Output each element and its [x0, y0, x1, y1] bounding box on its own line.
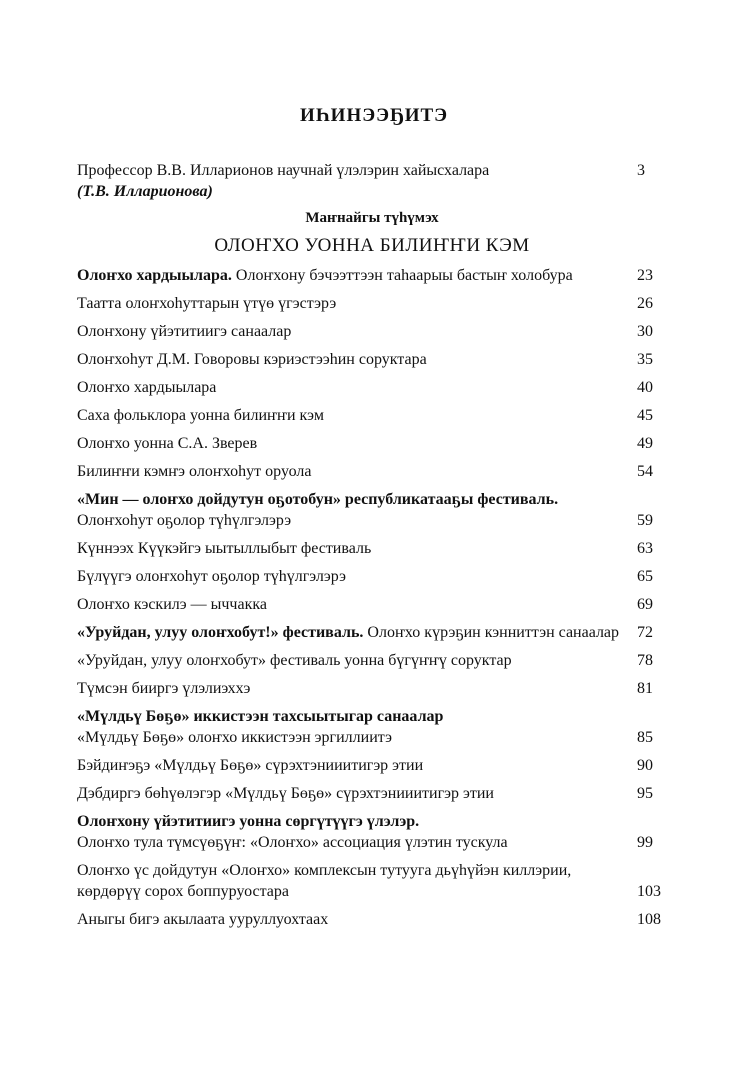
toc-entry-title: Саха фольклора уонна билиҥҥи кэм [77, 407, 324, 424]
toc-entry [77, 755, 667, 776]
toc-entry-text [77, 566, 632, 587]
page-number: 85 [637, 729, 653, 746]
toc-entry [77, 706, 667, 748]
toc-entry-text [77, 594, 632, 615]
page-number: 95 [637, 785, 653, 802]
page-number: 45 [637, 407, 653, 424]
toc-entry-title: «Мүлдьү Бөҕө» олоҥхо иккистээн эргиллиитэ [77, 729, 393, 746]
page-number: 3 [637, 162, 645, 179]
toc-entry-text [77, 160, 632, 202]
toc-entry [77, 461, 667, 482]
toc-entry-title: Олоҥхоһут оҕолор түһүлгэлэрэ [77, 512, 292, 529]
toc-entry-title: Бэйдиҥэҕэ «Мүлдьү Бөҕө» сүрэхтэнииитигэр этии [77, 757, 424, 774]
toc-entry [77, 909, 667, 930]
section-label: Маҥнайгы түһүмэх [305, 210, 439, 226]
toc-entry [77, 622, 667, 643]
intro-title: Профессор В.В. Илларионов научнай үлэлэрин хайысхалара [77, 162, 490, 179]
page-number: 108 [637, 911, 661, 928]
toc-entry-title: Олоҥхо күрэҕин кэнниттэн санаалар [363, 624, 620, 641]
page-number: 65 [637, 568, 653, 585]
toc-entry [77, 265, 667, 286]
page-number: 81 [637, 680, 653, 697]
toc-entry [77, 321, 667, 342]
page-number: 99 [637, 834, 653, 851]
toc-entry-text [77, 349, 632, 370]
toc-entry [77, 349, 667, 370]
toc-entry-heading: «Мин — олоҥхо дойдутун оҕотобун» республикатааҕы фестиваль. [77, 491, 559, 508]
page-title: ИҺИНЭЭҔИТЭ [299, 105, 449, 126]
toc-entry-text [77, 489, 632, 531]
page-number: 69 [637, 596, 653, 613]
toc-entry-text [77, 622, 632, 643]
toc-entry [77, 489, 667, 531]
toc-entry-text [77, 811, 632, 853]
toc-entry-heading: Олоҥхону үйэтитиигэ уонна сөргүтүүгэ үлэлэр. [77, 813, 420, 830]
toc-entry-text [77, 461, 632, 482]
page-number: 40 [637, 379, 653, 396]
toc-entry-title: Бүлүүгэ олоҥхоһут оҕолор түһүлгэлэрэ [77, 568, 346, 585]
toc-entry [77, 678, 667, 699]
page-number: 49 [637, 435, 653, 452]
toc-entry-title: Дэбдиргэ бөһүөлэгэр «Мүлдьү Бөҕө» сүрэхтэнииитигэр этии [77, 785, 494, 802]
toc-entry-heading: «Мүлдьү Бөҕө» иккистээн тахсыытыгар санаалар [77, 708, 444, 725]
toc-entries [77, 258, 667, 930]
toc-entry [77, 594, 667, 615]
toc-entry-text [77, 909, 632, 930]
toc-entry-title: Олоҥхону үйэтитиигэ санаалар [77, 323, 292, 340]
toc-entry-title: Күннээх Күүкэйгэ ыытыллыбыт фестиваль [77, 540, 372, 557]
toc-entry-text [77, 678, 632, 699]
toc-entry-title: Олоҥхо кэскилэ — ыччакка [77, 596, 267, 613]
toc-entry-heading: «Уруйдан, улуу олоҥхобут!» фестиваль. [77, 624, 364, 641]
section-title: ОЛОҤХО УОННА БИЛИҤҤИ КЭМ [214, 235, 530, 256]
toc-entry-text [77, 321, 632, 342]
toc-entry-text [77, 538, 632, 559]
toc-entry-title: Таатта олоҥхоһуттарын үтүө үгэстэрэ [77, 295, 337, 312]
toc-entry-title: Олоҥхо уонна С.А. Зверев [77, 435, 258, 452]
toc-entry-title: Олоҥхо хардыылара [77, 379, 217, 396]
toc-entry [77, 377, 667, 398]
toc-entry [77, 405, 667, 426]
toc-entry-title: Олоҥхо тула түмсүөҕүҥ: «Олоҥхо» ассоциация үлэтин тускула [77, 834, 508, 851]
page-number: 78 [637, 652, 653, 669]
page-number: 30 [637, 323, 653, 340]
page-number: 26 [637, 295, 653, 312]
page-number: 35 [637, 351, 653, 368]
toc-entry-text [77, 860, 632, 902]
toc-entry-title: Олоҥхо үс дойдутун «Олоҥхо» комплексын тутууга дьүһүйэн киллэрии, көрдөрүү сорох боппуруостара [77, 862, 572, 900]
toc-entry-text [77, 433, 632, 454]
page-number: 90 [637, 757, 653, 774]
page-number: 72 [637, 624, 653, 641]
toc-entry-text [77, 650, 632, 671]
toc-entry [77, 811, 667, 853]
page-number: 54 [637, 463, 653, 480]
toc-entry-text [77, 265, 632, 286]
toc-entry-title: «Уруйдан, улуу олоҥхобут» фестиваль уонна бүгүҥҥү соруктар [77, 652, 512, 669]
table-of-contents [77, 160, 667, 930]
toc-entry-title: Аныгы бигэ акылаата ууруллуохтаах [77, 911, 329, 928]
page-number: 103 [637, 883, 661, 900]
toc-entry [77, 650, 667, 671]
toc-entry-text [77, 706, 632, 748]
toc-entry [77, 783, 667, 804]
toc-entry-text [77, 377, 632, 398]
toc-entry-title: Түмсэн бииргэ үлэлиэххэ [77, 680, 251, 697]
toc-entry-text [77, 293, 632, 314]
toc-entry [77, 538, 667, 559]
toc-entry-text [77, 405, 632, 426]
toc-entry [77, 860, 667, 902]
toc-entry [77, 293, 667, 314]
toc-entry-title: Билиҥҥи кэмҥэ олоҥхоһут оруола [77, 463, 312, 480]
toc-entry-heading: Олоҥхо хардыылара. [77, 267, 232, 284]
toc-entry-title: Олоҥхону бэчээттээн таһаарыы бастыҥ холобура [231, 267, 573, 284]
intro-author: (Т.В. Илларионова) [77, 183, 213, 200]
toc-entry [77, 566, 667, 587]
page-number: 23 [637, 267, 653, 284]
toc-entry [77, 433, 667, 454]
page-number: 59 [637, 512, 653, 529]
toc-entry-text [77, 783, 632, 804]
toc-entry-text [77, 755, 632, 776]
toc-entry-title: Олоҥхоһут Д.М. Говоровы кэриэстээһин соруктара [77, 351, 427, 368]
toc-entry-intro [77, 160, 667, 202]
page-number: 63 [637, 540, 653, 557]
